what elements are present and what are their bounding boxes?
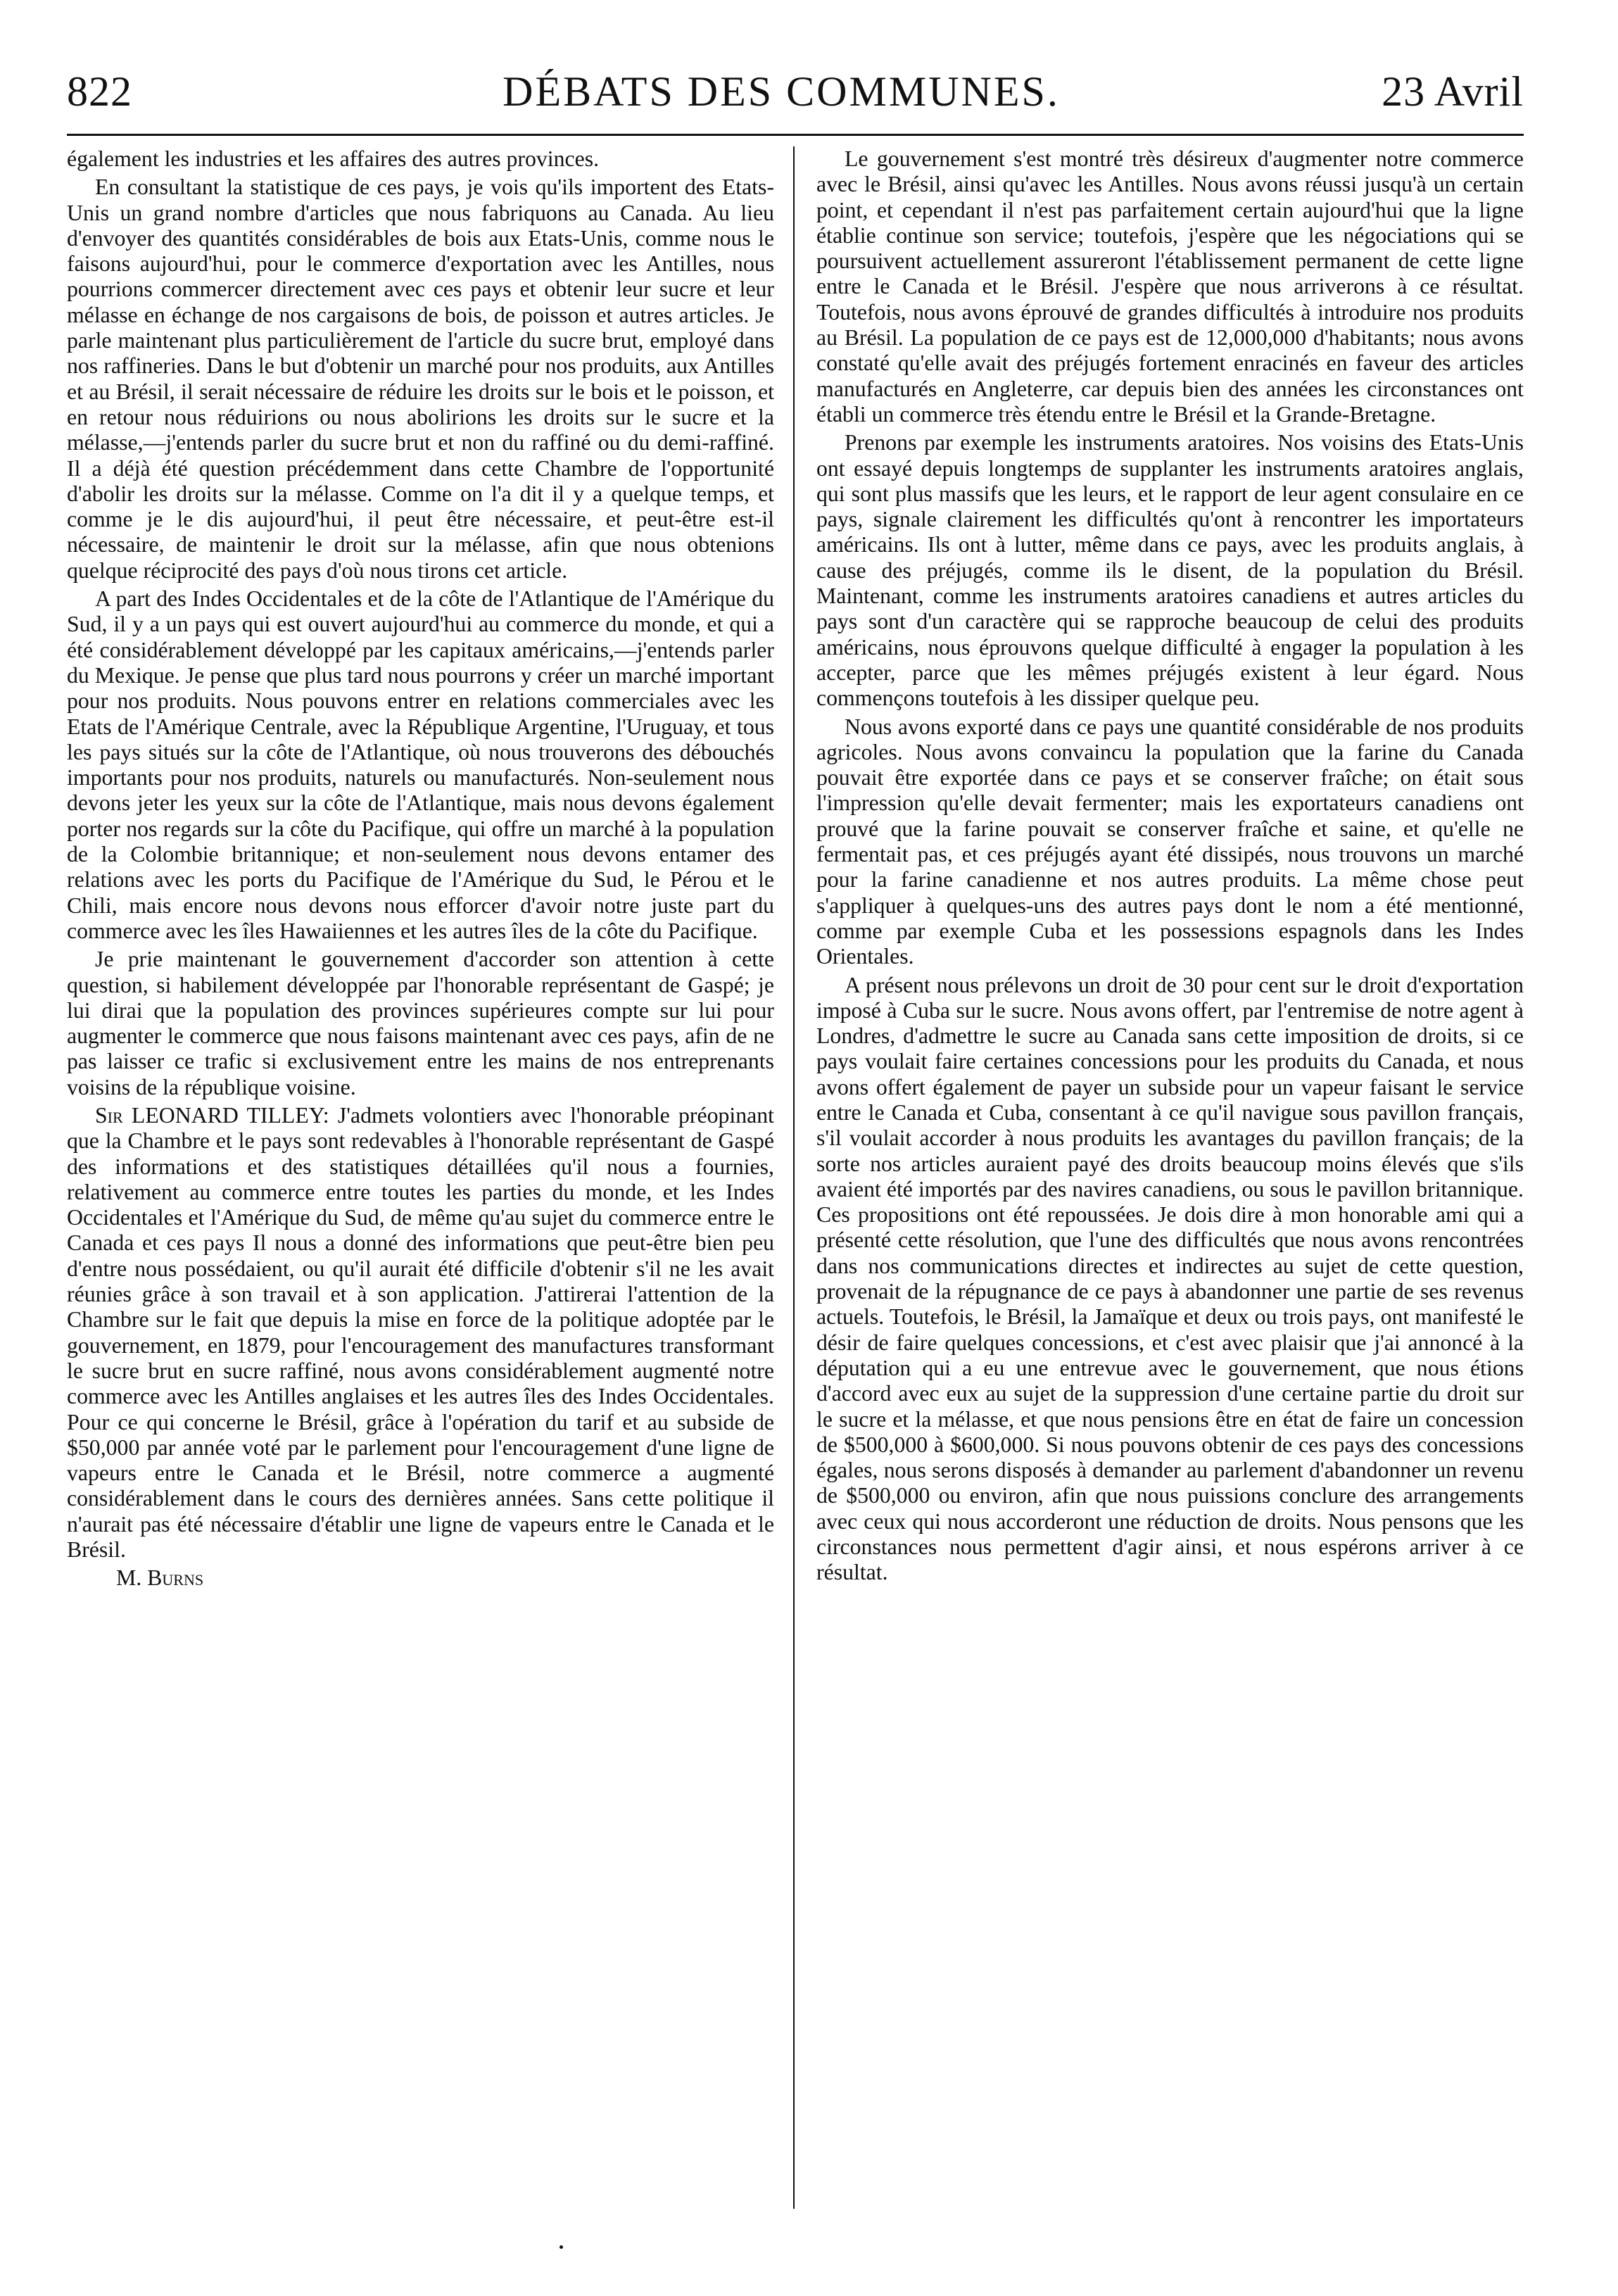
column-divider	[793, 146, 795, 2209]
paragraph: Nous avons exporté dans ce pays une quantité considérable de nos produits agricoles. Nous avons convaincu la population que la farine du Canada pouvait être exportée dans ce pays et se conserver fraîche; on était sous l'impression qu'elle devait fermenter; mais les exportateurs canadiens ont prouvé que la farine pouvait se conserver fraîche et saine, et qu'elle ne fermentait pas, et ces préjugés ayant été dissipés, nous trouvons un marché pour la farine canadienne et nos autres produits. La même chose peut s'appliquer à quelques-uns des autres pays dont le nom a été mentionné, comme par exemple Cuba et les possessions espagnols dans les Indes Orientales.	[816, 714, 1524, 969]
paragraph: En consultant la statistique de ces pays, je vois qu'ils importent des Etats-Unis un grand nombre d'articles que nous fabriquons au Canada. Au lieu d'envoyer des quantités considérables de bois aux Etats-Unis, comme nous le faisons aujourd'hui, pour le commerce d'exportation avec les Antilles, nous pourrions commercer directement avec ces pays et obtenir leur sucre et leur mélasse en échange de nos cargaisons de bois, de poisson et autres articles. Je parle maintenant plus particulièrement de l'article du sucre brut, employé dans nos raffineries. Dans le but d'obtenir un marché pour nos produits, aux Antilles et au Brésil, il serait nécessaire de réduire les droits sur le bois et le poisson, et en retour nous réduirions ou nous abolirions les droits sur le sucre et la mélasse,—j'entends parler du sucre brut et non du raffiné ou du demi-raffiné. Il a déjà été question précédemment dans cette Chambre de l'opportunité d'abolir les droits sur la mélasse. Comme on l'a dit il y a quelque temps, et comme je le dis aujourd'hui, il peut être nécessaire, et peut-être est-il nécessaire, de maintenir le droit sur la mélasse, afin que nous obtenions quelque réciprocité des pays d'où nous tirons cet article.	[67, 175, 774, 583]
text-columns	[67, 146, 1524, 2244]
page	[67, 63, 1524, 2245]
header-rule	[67, 134, 1524, 136]
speaker-name: Sir LEONARD TILLEY:	[95, 1102, 329, 1128]
paragraph: A présent nous prélevons un droit de 30 pour cent sur le droit d'exportation imposé à Cuba sur le sucre. Nous avons offert, par l'entremise de notre agent à Londres, d'admettre le sucre au Canada sans cette imposition de droits, si ce pays voulait faire certaines concessions pour les produits du Canada, et nous avons offert également de payer un subside pour un vapeur faisant le service entre le Canada et Cuba, consentant à ce qu'il navigue sous pavillon français, s'il voulait accorder à nous produits les avantages du pavillon français; de la sorte nos articles auraient payé des droits beaucoup moins élevés que s'ils avaient été importés par des navires canadiens, ou sous le pavillon britannique. Ces propositions ont été repoussées. Je dois dire à mon honorable ami qui a présenté cette résolution, que l'une des difficultés que nous avons rencontrées dans nos communications directes et indirectes au sujet de cette question, provenait de la répugnance de ce pays à abandonner une partie de ses revenus actuels. Toutefois, le Brésil, la Jamaïque et deux ou trois pays, ont manifesté le désir de faire quelques concessions, et c'est avec plaisir que j'ai annoncé à la députation qui a eu une entrevue avec le gouvernement, que nous étions d'accord avec eux au sujet de la suppression d'une certaine partie du droit sur le sucre et la mélasse, et que nous pensions être en état de faire un concession de $500,000 à $600,000. Si nous pouvons obtenir de ces pays des concessions égales, nous serons disposés à demander au parlement d'abandonner un revenu de $500,000 ou environ, afin que nous puissions conclure des arrangements avec ceux qui nous accorderont une réduction de droits. Nous pensons que les circonstances nous permettent d'agir ainsi, et nous espérons arriver à ce résultat.	[816, 972, 1524, 1585]
right-column	[816, 146, 1524, 1589]
speech-text: J'admets volontiers avec l'honorable préopinant que la Chambre et le pays sont redevables à l'honorable représentant de Gaspé des informations et des statistiques détaillées qu'il nous a fournies, relativement au commerce entre toutes les parties du monde, et les Indes Occidentales et l'Amérique du Sud, de même qu'au sujet du commerce entre le Canada et ces pays Il nous a donné des informations que peut-être bien peu d'entre nous possédaient, ou qu'il aurait été difficile d'obtenir s'il ne les avait réunies grâce à son travail et à son application. J'attirerai l'attention de la Chambre sur le fait que depuis la mise en force de la politique adoptée par le gouvernement, en 1879, pour l'encouragement des manufactures transformant le sucre brut en sucre raffiné, nous avons considérablement augmenté notre commerce avec les Antilles anglaises et les autres îles des Indes Occidentales. Pour ce qui concerne le Brésil, grâce à l'opération du tarif et au subside de $50,000 par année voté par le parlement pour l'encouragement d'une ligne de vapeurs entre le Canada et le Brésil, notre commerce a augmenté considérablement dans le cours des dernières années. Sans cette politique il n'aurait pas été nécessaire d'établir une ligne de vapeurs entre le Canada et le Brésil.	[67, 1102, 774, 1563]
paragraph: Prenons par exemple les instruments aratoires. Nos voisins des Etats-Unis ont essayé depuis longtemps de supplanter les instruments aratoires anglais, qui sont plus massifs que les leurs, et le rapport de leur agent consulaire en ce pays, signale clairement les difficultés qu'ont à rencontrer les importateurs américains. Ils ont à lutter, même dans ce pays, avec les produits anglais, à cause des préjugés, comme ils le disent, de la population du Brésil. Maintenant, comme les instruments aratoires canadiens et autres articles du pays sont d'un caractère qui se rapproche beaucoup de celui des produits américains, nous éprouvons quelque difficulté à engager la population à les accepter, parce que les mêmes préjugés existent à leur égard. Nous commençons toutefois à les dissiper quelque peu.	[816, 430, 1524, 711]
paragraph: également les industries et les affaires des autres provinces.	[67, 146, 600, 171]
left-column	[67, 146, 774, 1594]
paragraph	[67, 1103, 774, 1563]
header-date: 23 Avril	[1382, 68, 1524, 115]
page-number: 822	[67, 68, 132, 115]
next-speaker	[67, 1565, 774, 1591]
paragraph: Je prie maintenant le gouvernement d'accorder son attention à cette question, si habilement développée par l'honorable représentant de Gaspé; je lui dirai que la population des provinces supérieures compte sur lui pour augmenter le commerce que nous faisons maintenant avec ces pays, afin de ne pas laisser ce trafic si exclusivement entre les mains de nos entreprenants voisins de la république voisine.	[67, 947, 774, 1099]
running-title: DÉBATS DES COMMUNES.	[503, 68, 1060, 115]
print-speck	[560, 2245, 563, 2249]
paragraph: Le gouvernement s'est montré très désireux d'augmenter notre commerce avec le Brésil, ainsi qu'avec les Antilles. Nous avons réussi jusqu'à un certain point, et cependant il n'est pas parfaitement certain aujourd'hui que la ligne établie continue son service; toutefois, j'espère que les négociations qui se poursuivent actuellement assureront l'établissement permanent de cette ligne entre le Canada et le Brésil. J'espère que nous arriverons à ce résultat. Toutefois, nous avons éprouvé de grandes difficultés à introduire nos produits au Brésil. La population de ce pays est de 12,000,000 d'habitants; nous avons constaté qu'elle avait des préjugés fortement enracinés en faveur des articles manufacturés en Angleterre, car depuis bien des années les circonstances ont établi un commerce très étendu entre le Brésil et la Grande-Bretagne.	[816, 146, 1524, 427]
speaker-name: M. Burns	[116, 1565, 204, 1591]
page-header	[67, 63, 1524, 113]
paragraph: A part des Indes Occidentales et de la côte de l'Atlantique de l'Amérique du Sud, il y a un pays qui est ouvert aujourd'hui au commerce du monde, et qui a été considérablement développé par les capitaux américains,—j'entends parler du Mexique. Je pense que plus tard nous pourrons y créer un marché important pour nos produits. Nous pouvons entrer en relations commerciales avec les Etats de l'Amérique Centrale, avec la République Argentine, l'Uruguay, et tous les pays situés sur la côte de l'Atlantique, où nous trouverons des débouchés importants pour nos produits, naturels ou manufacturés. Non-seulement nous devons jeter les yeux sur la côte de l'Atlantique, mais nous devons également porter nos regards sur la côte du Pacifique, qui offre un marché à la population de la Colombie britannique; et non-seulement nous devons entamer des relations avec les ports du Pacifique de l'Amérique du Sud, le Pérou et le Chili, mais encore nous devons nous efforcer d'avoir notre juste part du commerce avec les îles Hawaiiennes et les autres îles de la côte du Pacifique.	[67, 586, 774, 943]
